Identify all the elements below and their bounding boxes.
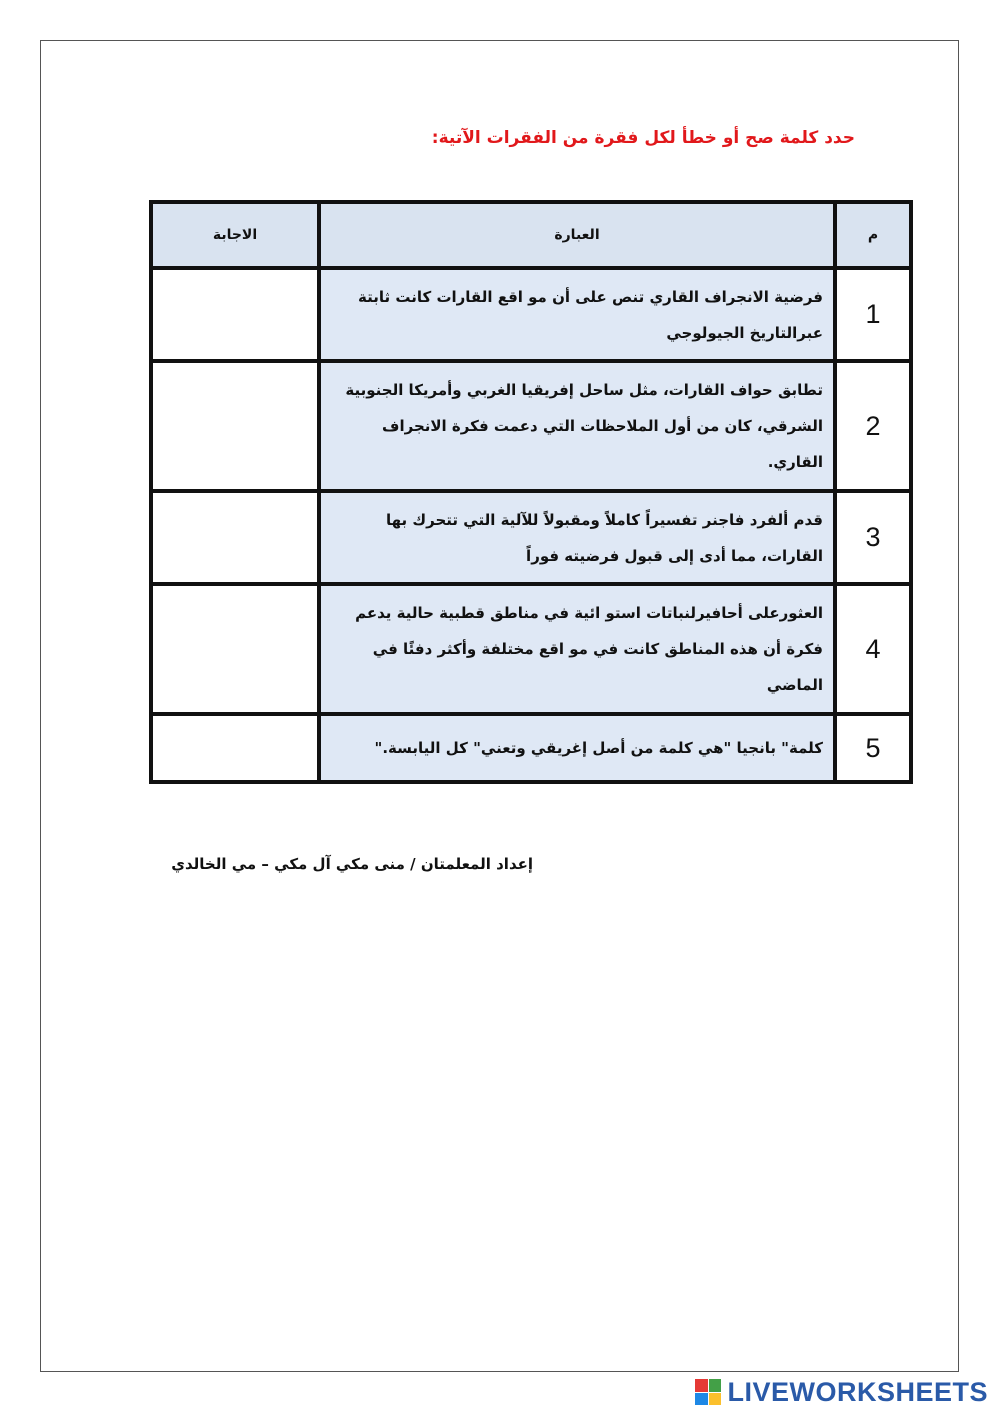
logo-square (695, 1379, 708, 1392)
instruction-heading: حدد كلمة صح أو خطأ لكل فقرة من الفقرات الآتية: (431, 128, 855, 148)
row-statement: قدم ألفرد فاجنر تفسيراً كاملاً ومقبولاً للآلية التي تتحرك بها القارات، مما أدى إلى قبول فرضيته فوراً (319, 491, 835, 584)
table-header-row (151, 202, 911, 268)
table-row (151, 714, 911, 782)
logo-square (709, 1379, 722, 1392)
row-number: 1 (835, 268, 911, 361)
row-statement: العثورعلى أحافيرلنباتات استو ائية في مناطق قطبية حالية يدعم فكرة أن هذه المناطق كانت في مو اقع مختلفة وأكثر دفئًا في الماضي (319, 584, 835, 714)
logo-square (695, 1393, 708, 1406)
answer-cell[interactable] (151, 584, 319, 714)
table-row (151, 268, 911, 361)
liveworksheets-logo-icon (695, 1379, 721, 1405)
author-credits: إعداد المعلمتان / منى مكي آل مكي – مي الخالدي (171, 855, 533, 873)
row-number: 2 (835, 361, 911, 491)
header-number: م (835, 202, 911, 268)
statements-table (149, 200, 913, 784)
table-row (151, 584, 911, 714)
brand-name: LIVEWORKSHEETS (727, 1376, 988, 1407)
table-row (151, 361, 911, 491)
logo-square (709, 1393, 722, 1406)
row-statement: تطابق حواف القارات، مثل ساحل إفريقيا الغربي وأمريكا الجنوبية الشرقي، كان من أول الملاحظات التي دعمت فكرة الانجراف القاري. (319, 361, 835, 491)
liveworksheets-brand[interactable] (695, 1376, 988, 1408)
header-answer: الاجابة (151, 202, 319, 268)
row-number: 5 (835, 714, 911, 782)
answer-cell[interactable] (151, 491, 319, 584)
header-statement: العبارة (319, 202, 835, 268)
table-row (151, 491, 911, 584)
answer-cell[interactable] (151, 361, 319, 491)
row-number: 3 (835, 491, 911, 584)
row-number: 4 (835, 584, 911, 714)
row-statement: كلمة" بانجيا "هي كلمة من أصل إغريقي وتعني" كل اليابسة." (319, 714, 835, 782)
answer-cell[interactable] (151, 714, 319, 782)
row-statement: فرضية الانجراف القاري تنص على أن مو اقع القارات كانت ثابتة عبرالتاريخ الجيولوجي (319, 268, 835, 361)
answer-cell[interactable] (151, 268, 319, 361)
